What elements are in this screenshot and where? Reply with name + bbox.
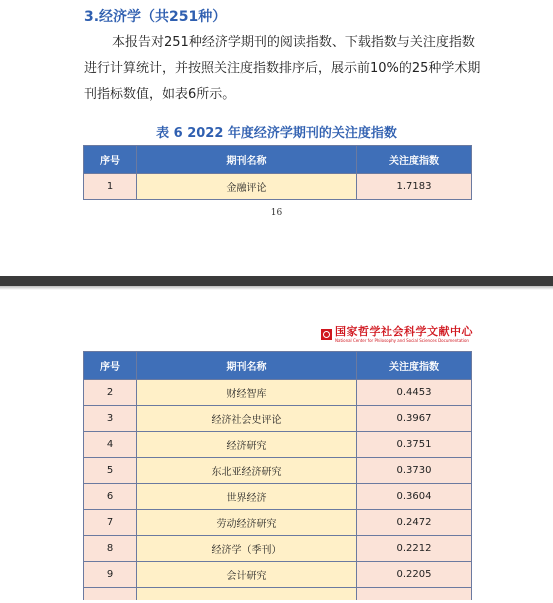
cell-journal-name: 经济研究 (137, 432, 357, 458)
document-page-top (0, 0, 553, 276)
table-header-row (84, 146, 472, 174)
cell-attention-index: 0.2205 (357, 562, 472, 588)
paragraph-line-3: 刊指标数值，如表6所示。 (84, 87, 236, 102)
header-journal-name: 期刊名称 (137, 146, 357, 174)
table-row (84, 406, 472, 432)
table-row (84, 536, 472, 562)
cell-attention-index: 0.2212 (357, 536, 472, 562)
page-number: 16 (270, 208, 283, 218)
cell-index: 6 (84, 484, 137, 510)
cell-journal-name: 金融评论 (137, 174, 357, 200)
cell-attention-index: 0.3751 (357, 432, 472, 458)
cell-attention-index: 1.7183 (357, 174, 472, 200)
table-cell-cut-off (357, 588, 472, 600)
cell-journal-name: 经济学（季刊） (137, 536, 357, 562)
cell-index: 1 (84, 174, 137, 200)
table-caption: 表 6 2022 年度经济学期刊的关注度指数 (156, 126, 397, 141)
section-heading: 3.经济学（共251种） (84, 9, 227, 25)
cell-journal-name: 财经智库 (137, 380, 357, 406)
paragraph-line-2: 进行计算统计，并按照关注度指数排序后，展示前10%的25种学术期 (84, 61, 481, 76)
table-cell-cut-off (84, 588, 137, 600)
table-cell-cut-off (137, 588, 357, 600)
table-row (84, 380, 472, 406)
logo-english-text: National Center for Philosophy and Social Sciences Documentation (335, 338, 469, 343)
table-header-row (84, 352, 472, 380)
journal-attention-table-page1 (83, 145, 472, 200)
table-row (84, 484, 472, 510)
table-row (84, 458, 472, 484)
header-index: 序号 (84, 352, 137, 380)
header-index: 序号 (84, 146, 137, 174)
cell-index: 8 (84, 536, 137, 562)
cell-index: 5 (84, 458, 137, 484)
cell-journal-name: 劳动经济研究 (137, 510, 357, 536)
table-row-cut-off (84, 588, 472, 600)
cell-attention-index: 0.4453 (357, 380, 472, 406)
journal-attention-table-page2 (83, 351, 472, 600)
header-attention-index: 关注度指数 (357, 146, 472, 174)
paragraph-line-1: 本报告对251种经济学期刊的阅读指数、下载指数与关注度指数 (112, 35, 475, 50)
cell-attention-index: 0.3730 (357, 458, 472, 484)
cell-index: 7 (84, 510, 137, 536)
cell-attention-index: 0.3967 (357, 406, 472, 432)
table-row (84, 174, 472, 200)
ncpssd-logo (321, 326, 473, 343)
cell-attention-index: 0.2472 (357, 510, 472, 536)
page-gap (0, 276, 553, 286)
header-attention-index: 关注度指数 (357, 352, 472, 380)
ncpssd-logo-icon (321, 329, 332, 340)
header-journal-name: 期刊名称 (137, 352, 357, 380)
cell-attention-index: 0.3604 (357, 484, 472, 510)
table-row (84, 562, 472, 588)
table-row (84, 510, 472, 536)
cell-index: 2 (84, 380, 137, 406)
cell-journal-name: 会计研究 (137, 562, 357, 588)
cell-journal-name: 经济社会史评论 (137, 406, 357, 432)
cell-index: 4 (84, 432, 137, 458)
document-page-bottom (0, 290, 553, 603)
table-row (84, 432, 472, 458)
cell-index: 3 (84, 406, 137, 432)
cell-journal-name: 世界经济 (137, 484, 357, 510)
cell-index: 9 (84, 562, 137, 588)
logo-chinese-text: 国家哲学社会科学文献中心 (335, 325, 473, 338)
cell-journal-name: 东北亚经济研究 (137, 458, 357, 484)
